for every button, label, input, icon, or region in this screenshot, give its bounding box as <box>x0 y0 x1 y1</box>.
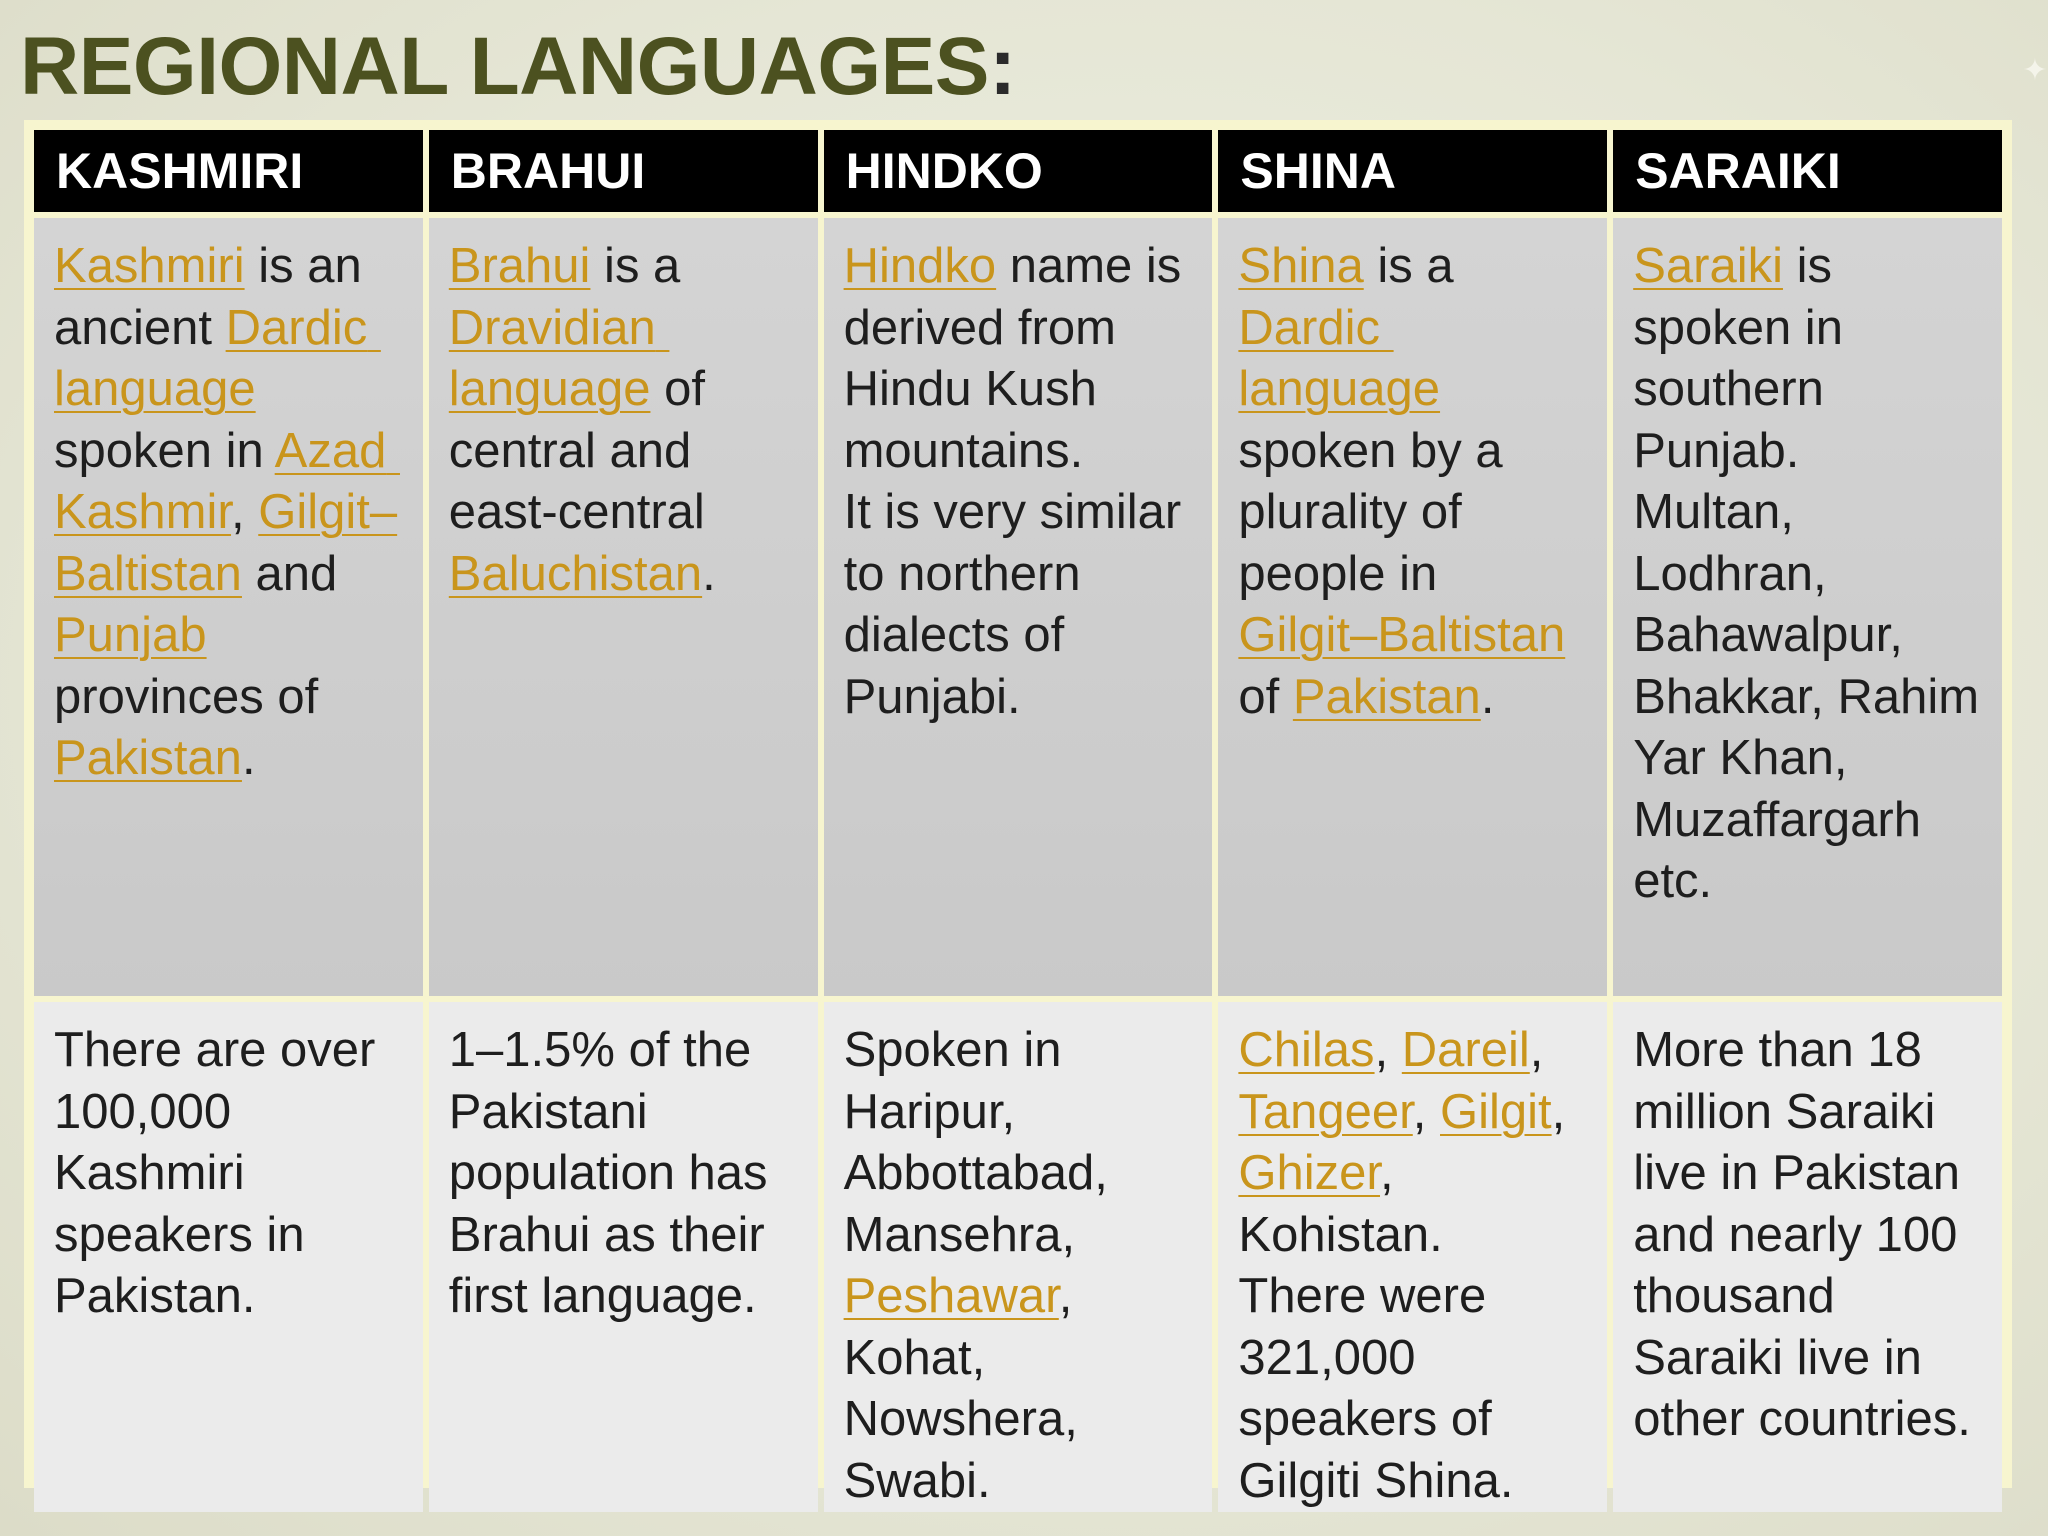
wiki-link[interactable]: Saraiki <box>1633 239 1783 293</box>
languages-table <box>28 124 2008 1518</box>
cell-text: Spoken in Haripur, Abbottabad, Mansehra, <box>843 1023 1122 1262</box>
cell-text: , <box>1374 1023 1402 1077</box>
cell-brahui-speakers <box>429 1002 818 1512</box>
wiki-link[interactable]: Kashmiri <box>54 239 245 293</box>
wiki-link[interactable]: Gilgit <box>1440 1084 1552 1139</box>
cell-text: , <box>1412 1084 1440 1139</box>
cell-shina-regions <box>1218 1002 1607 1512</box>
wiki-link[interactable]: Dardic language <box>54 300 381 416</box>
languages-table-frame <box>24 120 2012 1508</box>
cell-hindko-regions <box>824 1002 1213 1512</box>
table-header-row <box>34 130 2002 212</box>
cell-text: is a <box>1363 239 1468 293</box>
cell-text: spoken in <box>54 362 275 478</box>
cell-text: and <box>241 546 351 601</box>
cell-text: , <box>1529 1023 1557 1077</box>
wiki-link[interactable]: Gilgit–Baltistan <box>1238 608 1566 662</box>
cell-text: More than 18 million Saraiki live in Pakistan and nearly 100 thousand Saraiki live in other countries. <box>1633 1023 1974 1446</box>
wiki-link[interactable]: Pakistan <box>1292 669 1481 724</box>
wiki-link[interactable]: Hindko <box>843 239 997 293</box>
cell-saraiki-speakers <box>1613 1002 2002 1512</box>
cell-text: of <box>1238 608 1579 724</box>
cell-text: , Kohat, Nowshera, Swabi. <box>843 1269 1092 1508</box>
wiki-link[interactable]: Punjab <box>54 608 207 662</box>
wiki-link[interactable]: Dareil <box>1401 1023 1530 1077</box>
cell-text: name is derived from Hindu Kush mountains. It is very similar to northern dialects of Punjabi. <box>843 239 1182 724</box>
cell-shina-description <box>1218 218 1607 996</box>
slide-title <box>20 12 1016 123</box>
cell-saraiki-description <box>1613 218 2002 996</box>
cell-text: is a <box>590 239 694 293</box>
wiki-link[interactable]: Tangeer <box>1238 1084 1413 1139</box>
wiki-link[interactable]: Baluchistan <box>448 546 703 601</box>
cell-text: . <box>1480 669 1495 724</box>
cell-text: . <box>702 546 716 601</box>
slide-title-text: REGIONAL LANGUAGES <box>20 21 989 112</box>
cell-kashmiri-description <box>34 218 423 996</box>
wiki-link[interactable]: Chilas <box>1238 1023 1375 1077</box>
table-row-speakers <box>34 1002 2002 1512</box>
wiki-link[interactable]: Pakistan <box>54 731 242 785</box>
column-header-saraiki: SARAIKI <box>1613 130 2002 212</box>
wiki-link[interactable]: Dardic language <box>1238 300 1441 416</box>
cell-text: . <box>241 731 256 785</box>
cell-text: provinces of <box>54 608 332 724</box>
cell-text: is spoken in southern Punjab. Multan, Lodhran, Bahawalpur, Bhakkar, Rahim Yar Khan, Muzaffargarh etc. <box>1633 239 1980 908</box>
wiki-link[interactable]: Gilgit–Baltistan <box>54 485 398 601</box>
cell-text: 1–1.5% of the Pakistani population has Brahui as their first language. <box>448 1023 782 1323</box>
wiki-link[interactable]: Shina <box>1238 239 1364 293</box>
table-row-description <box>34 218 2002 996</box>
slide-title-colon: : <box>989 21 1016 112</box>
wiki-link[interactable]: Ghizer <box>1238 1146 1381 1200</box>
corner-decoration-icon: ✦ <box>2022 54 2048 87</box>
cell-brahui-description <box>429 218 818 996</box>
cell-kashmiri-speakers <box>34 1002 423 1512</box>
wiki-link[interactable]: Azad Kashmir <box>54 423 400 539</box>
wiki-link[interactable]: Peshawar <box>843 1269 1059 1323</box>
column-header-shina: SHINA <box>1218 130 1607 212</box>
column-header-brahui: BRAHUI <box>429 130 818 212</box>
cell-text: , <box>231 485 259 539</box>
column-header-kashmiri: KASHMIRI <box>34 130 423 212</box>
cell-text: of central and east-central <box>448 362 719 539</box>
wiki-link[interactable]: Dravidian language <box>448 300 670 416</box>
cell-text: spoken by a plurality of people in <box>1238 362 1517 601</box>
cell-text: , Kohistan. There were 321,000 speakers of Gilgiti Shina. <box>1238 1146 1514 1508</box>
cell-text: There are over 100,000 Kashmiri speakers in Pakistan. <box>54 1023 389 1323</box>
column-header-hindko: HINDKO <box>824 130 1213 212</box>
cell-text: , <box>1551 1084 1579 1139</box>
cell-hindko-description <box>824 218 1213 996</box>
cell-text: is an ancient <box>54 239 376 355</box>
wiki-link[interactable]: Brahui <box>448 239 591 293</box>
